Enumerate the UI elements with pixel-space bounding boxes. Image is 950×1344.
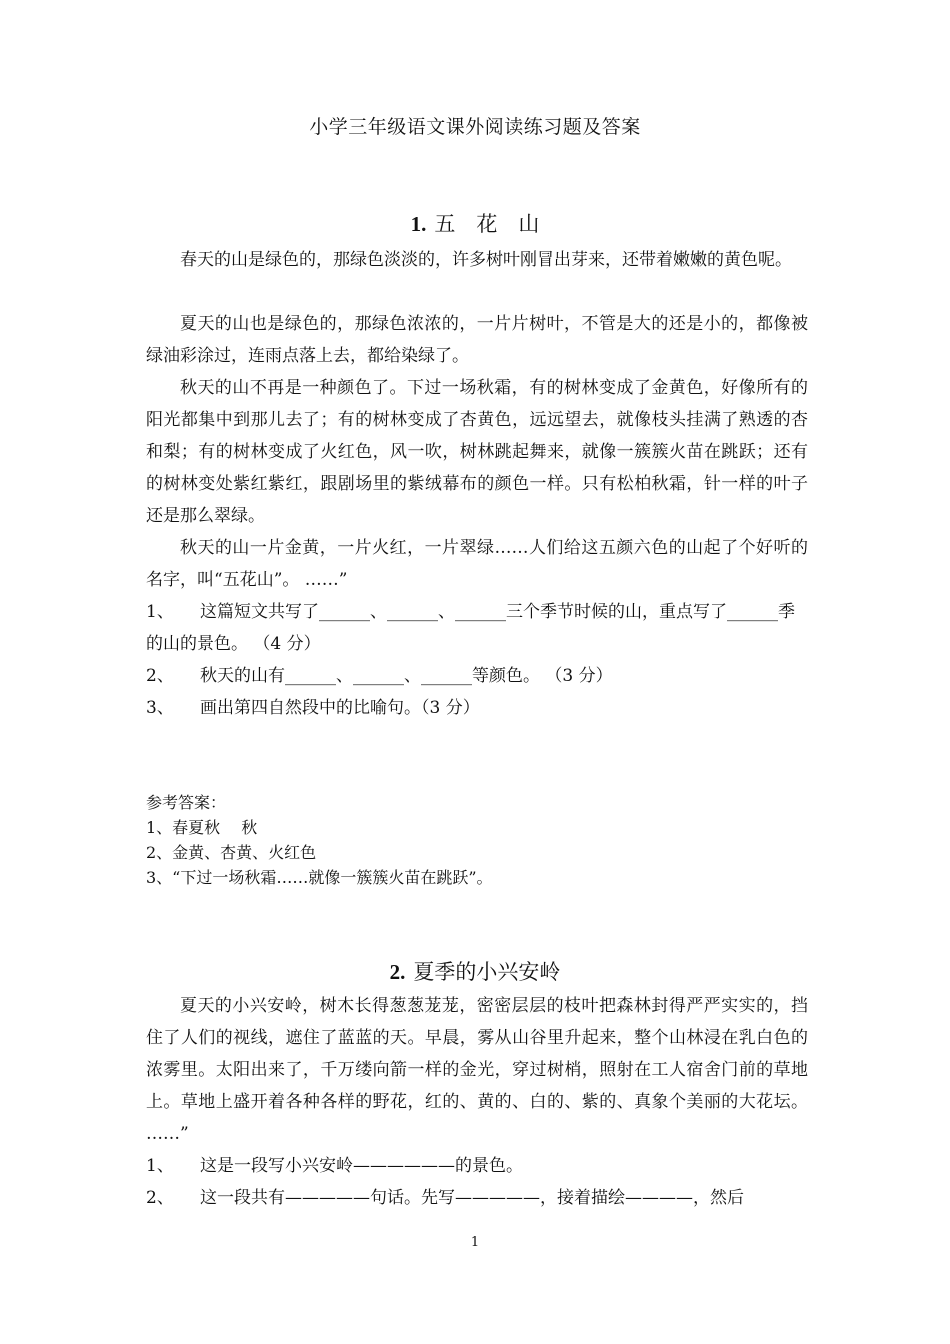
section-2-paragraph-1: 夏天的小兴安岭，树木长得葱葱茏茏，密密层层的枝叶把森林封得严严实实的，挡住了人们的视线，遮住了蓝蓝的天。早晨，雾从山谷里升起来，整个山林浸在乳白色的浓雾里。太阳出来了，千万缕向箭一样的金光，穿过树梢，照射在工人宿舍门前的草地上。草地上盛开着各种各样的野花，红的、黄的、白的、紫的、真象个美丽的大花坛。 ……”	[146, 996, 808, 1144]
section-1-heading	[0, 208, 950, 238]
answer-3: 3、“下过一场秋霜……就像一簇簇火苗在跳跃”。	[146, 868, 493, 887]
page-title: 小学三年级语文课外阅读练习题及答案	[309, 116, 641, 138]
section-2-question-2	[146, 1182, 808, 1214]
section-2-number: 2.	[389, 960, 406, 984]
section-1-paragraph-1: 春天的山是绿色的，那绿色淡淡的，许多树叶刚冒出芽来，还带着嫩嫩的黄色呢。	[180, 250, 792, 270]
answers-label: 参考答案：	[146, 793, 227, 812]
question-text: 这篇短文共写了______、______、______三个季节时候的山，重点写了______季的山的景色。 （4 分）	[146, 602, 795, 654]
section-1-question-2	[146, 660, 808, 692]
section-1-paragraph-2: 夏天的山也是绿色的，那绿色浓浓的，一片片树叶，不管是大的还是小的，都像被绿油彩涂过，连雨点落上去，都给染绿了。	[146, 314, 808, 366]
question-text: 画出第四自然段中的比喻句。（3 分）	[200, 698, 480, 718]
section-1-paragraph-4: 秋天的山一片金黄，一片火红，一片翠绿……人们给这五颜六色的山起了个好听的名字，叫“五花山”。 ……”	[146, 538, 808, 590]
question-number: 2、	[146, 1188, 174, 1208]
answer-1: 1、春夏秋 秋	[146, 818, 258, 837]
section-1-question-1	[146, 596, 808, 660]
question-text: 这一段共有—————句话。先写—————，接着描绘————，然后	[200, 1188, 744, 1208]
question-number: 1、	[146, 602, 174, 622]
section-2-title: 夏季的小兴安岭	[413, 960, 561, 984]
section-1-number: 1.	[410, 212, 427, 236]
section-1-question-3	[146, 692, 808, 724]
answer-2: 2、金黄、杏黄、火红色	[146, 843, 317, 862]
question-number: 2、	[146, 666, 174, 686]
section-2-heading	[0, 956, 950, 986]
question-number: 3、	[146, 698, 174, 718]
question-text: 秋天的山有______、______、______等颜色。 （3 分）	[200, 666, 613, 686]
section-1-title: 五 花 山	[434, 212, 540, 236]
section-1-paragraph-3: 秋天的山不再是一种颜色了。下过一场秋霜，有的树林变成了金黄色，好像所有的阳光都集中到那儿去了；有的树林变成了杏黄色，远远望去，就像枝头挂满了熟透的杏和梨；有的树林变成了火红色，风一吹，树林跳起舞来，就像一簇簇火苗在跳跃；还有的树林变处紫红紫红，跟剧场里的紫绒幕布的颜色一样。只有松柏秋霜，针一样的叶子还是那么翠绿。	[146, 378, 808, 526]
question-number: 1、	[146, 1156, 174, 1176]
question-text: 这是一段写小兴安岭——————的景色。	[200, 1156, 523, 1176]
section-2-question-1	[146, 1150, 808, 1182]
page-number: 1	[470, 1235, 480, 1250]
